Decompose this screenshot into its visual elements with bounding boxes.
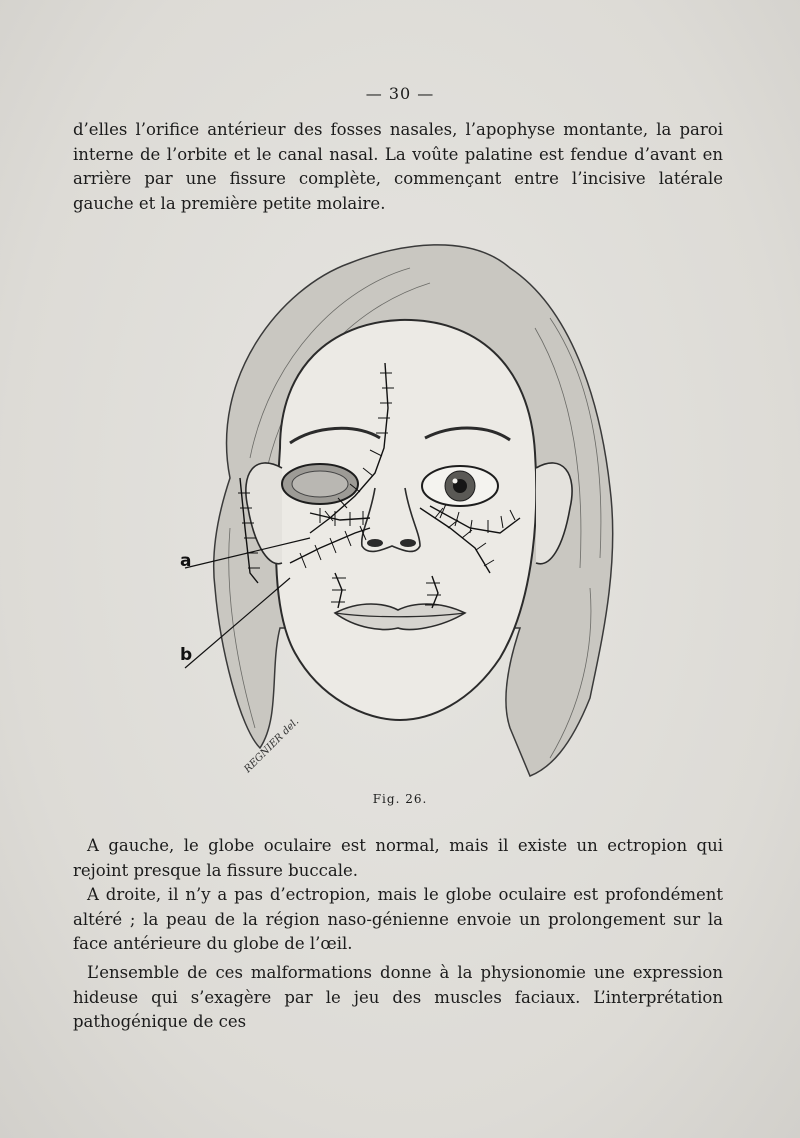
face-illustration (170, 228, 630, 788)
paragraph-right-side: A droite, il n’y a pas d’ectropion, mais le globe oculaire est profondément altéré ; la peau de la région naso-génienne envoie un prolongement sur la face antérieure du globe de l’œil. (73, 885, 723, 953)
figure-illustration (170, 228, 630, 788)
figure-label-a: a (180, 551, 192, 571)
paragraph-conclusion: L’ensemble de ces malformations donne à la physionomie une expression hideuse qui s’exagère par le jeu des muscles faciaux. L’interprétation pathogénique de ces (73, 963, 723, 1031)
face-outline (276, 320, 536, 720)
paragraph-left-side: A gauche, le globe oculaire est normal, mais il existe un ectropion qui rejoint presque la fissure buccale. (73, 836, 723, 880)
paragraph-intro: d’elles l’orifice antérieur des fosses nasales, l’apophyse montante, la paroi interne de l’orbite et le canal nasal. La voûte palatine est fendue d’avant en arrière par une fissure complète, commençant entre l’incisive latérale gauche et la première petite molaire. (73, 120, 723, 213)
artist-signature: REGNIER del. (242, 716, 302, 776)
page-number: — 30 — (365, 84, 435, 103)
figure-caption: Fig. 26. (372, 792, 428, 806)
figure-label-b: b (180, 645, 193, 665)
